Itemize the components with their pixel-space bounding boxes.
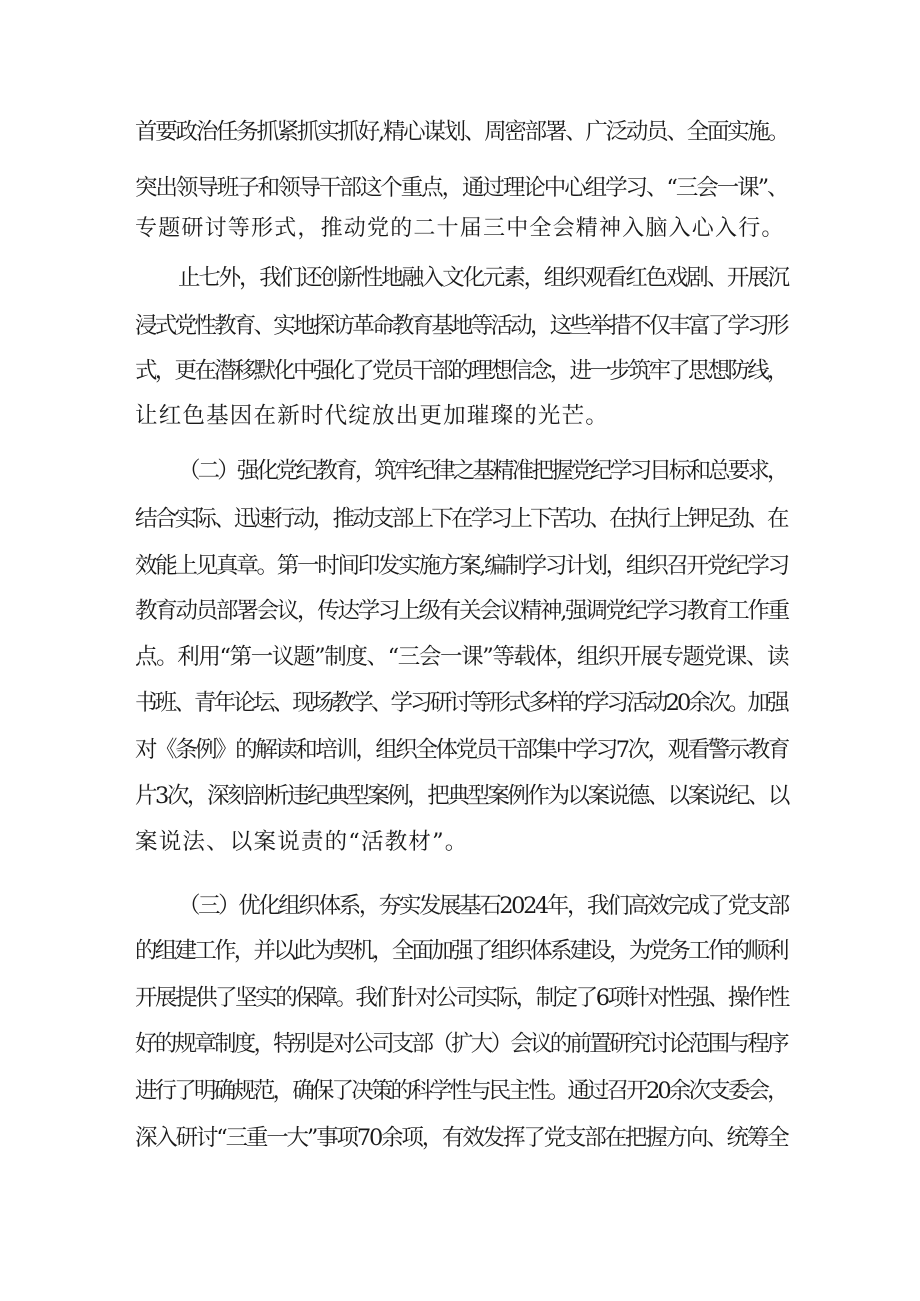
paragraph-2-line-3: 式，更在潜移默化中强化了党员干部的理想信念，进一步筑牢了思想防线， [135, 358, 787, 384]
paragraph-3-line-4: 教育动员部署会议，传达学习上级有关会议精神,强调党纪学习教育工作重 [135, 598, 788, 624]
paragraph-4-line-2: 的组建工作，并以此为契机，全面加强了组织体系建设，为党务工作的顺利 [135, 938, 787, 964]
paragraph-4-line-4: 好的规章制度，特别是对公司支部（扩大）会议的前置研究讨论范围与程序 [135, 1031, 787, 1057]
paragraph-3-line-1: （二）强化党纪教育，筑牢纪律之基精准把握党纪学习目标和总要求， [178, 458, 787, 484]
paragraph-3-line-2: 结合实际、迅速行动，推动支部上下在学习上下苦功、在执行上钾足劲、在 [135, 506, 787, 532]
paragraph-3-line-3: 效能上见真章。第一时间印发实施方案,编制学习计划，组织召开党纪学习 [135, 553, 788, 579]
paragraph-1-line-1: 首要政治任务抓紧抓实抓好,精心谋划、周密部署、广泛动员、全面实施。 [135, 119, 788, 145]
paragraph-3-line-8: 片3次，深刻剖析违纪典型案例，把典型案例作为以案说德、以案说纪、以 [135, 783, 788, 809]
paragraph-4-line-6: 深入研讨“三重一大”事项70余项，有效发挥了党支部在把握方向、统筹全 [135, 1125, 788, 1151]
paragraph-4-line-3: 开展提供了坚实的保障。我们针对公司实际，制定了6项针对性强、操作性 [135, 985, 788, 1011]
paragraph-3-line-7: 对《条例》的解读和培训，组织全体党员干部集中学习7次，观看警示教育 [135, 737, 788, 763]
paragraph-3-line-5: 点。利用“第一议题”制度、“三会一课”等载体，组织开展专题党课、读 [135, 644, 789, 670]
paragraph-2-line-2: 浸式党性教育、实地探访革命教育基地等活动，这些举措不仅丰富了学习形 [135, 313, 787, 339]
paragraph-4-line-1: （三）优化组织体系，夯实发展基石2024年，我们高效完成了党支部 [178, 893, 788, 919]
paragraph-2-line-1: 止七外，我们还创新性地融入文化元素，组织观看红色戏剧、开展沉 [178, 265, 788, 291]
paragraph-3-line-6: 书班、青年论坛、现场教学、学习研讨等形式多样的学习活动20余次。加强 [135, 690, 787, 716]
paragraph-3-line-9: 案说法、以案说责的“活教材”。 [135, 829, 469, 855]
paragraph-1-line-3: 专题研讨等形式，推动党的二十届三中全会精神入脑入心入行。 [135, 216, 785, 241]
paragraph-4-line-5: 进行了明确规范，确保了决策的科学性与民主性。通过召开20余次支委会， [135, 1078, 787, 1104]
paragraph-2-line-4: 让红色基因在新时代绽放出更加璀璨的光芒。 [135, 403, 610, 429]
paragraph-1-line-2: 突出领导班子和领导干部这个重点，通过理论中心组学习、“三会一课”、 [135, 175, 788, 201]
